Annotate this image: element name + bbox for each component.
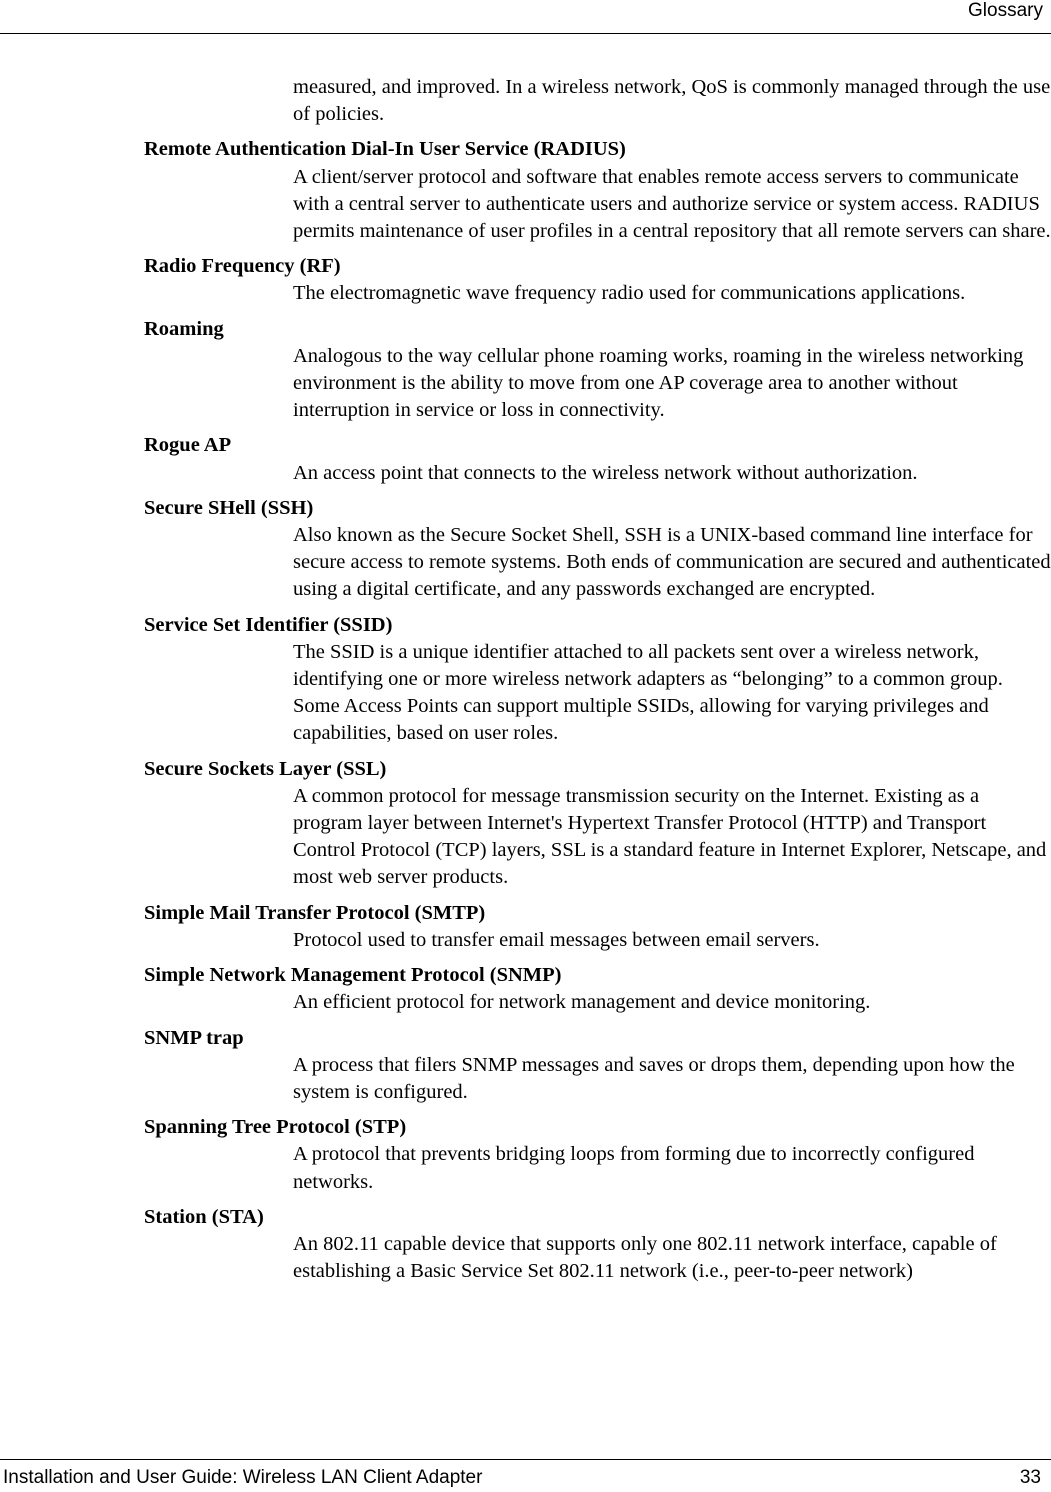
glossary-term: Rogue AP (144, 434, 232, 457)
header-divider (0, 33, 1051, 34)
glossary-entry (0, 316, 1051, 425)
glossary-entry (0, 756, 1051, 892)
glossary-entry (0, 1204, 1051, 1286)
glossary-term: Secure SHell (SSH) (144, 496, 314, 519)
footer-divider (0, 1459, 1051, 1460)
glossary-term: Station (STA) (144, 1205, 264, 1228)
glossary-entry (0, 962, 1051, 1016)
glossary-definition: An efficient protocol for network management and device monitoring. (293, 991, 871, 1014)
glossary-definition: A common protocol for message transmission security on the Internet. Existing as a program layer between Internet's Hypertext Transfer Protocol (HTTP) and Transport Control Protocol (TCP) layers, SSL is a standard feature in Internet Explorer, Netscape, and most web server products. (293, 784, 1047, 889)
glossary-definition: Analogous to the way cellular phone roaming works, roaming in the wireless networking environment is the ability to move from one AP coverage area to another without interruption in service or loss in connectivity. (293, 344, 1024, 422)
glossary-term: Service Set Identifier (SSID) (144, 613, 393, 636)
glossary-term: Roaming (144, 317, 224, 340)
glossary-entry (0, 900, 1051, 954)
glossary-term: Radio Frequency (RF) (144, 255, 341, 278)
glossary-content (0, 74, 1051, 1285)
glossary-definition: A process that filers SNMP messages and saves or drops them, depending upon how the system is configured. (293, 1053, 1015, 1103)
glossary-entry (0, 612, 1051, 748)
glossary-entry (0, 253, 1051, 307)
glossary-term: SNMP trap (144, 1026, 244, 1049)
glossary-term: Simple Mail Transfer Protocol (SMTP) (144, 901, 486, 924)
glossary-definition: The SSID is a unique identifier attached to all packets sent over a wireless network, identifying one or more wireless network adapters as “belonging” to a common group. Some Access Points can support multiple SSIDs, allowing for varying privileges and capabilities, based on user roles. (293, 640, 1003, 745)
glossary-term: Simple Network Management Protocol (SNMP) (144, 964, 562, 987)
glossary-definition: A client/server protocol and software that enables remote access servers to communicate with a central server to authenticate users and authorize service or system access. RADIUS permits maintenance of user profiles in a central repository that all remote servers can share. (293, 165, 1051, 243)
glossary-definition: A protocol that prevents bridging loops from forming due to incorrectly configured networks. (293, 1143, 975, 1193)
glossary-definition: Also known as the Secure Socket Shell, SSH is a UNIX-based command line interface for secure access to remote systems. Both ends of communication are secured and authenticated using a digital certificate, and any passwords exchanged are encrypted. (293, 524, 1051, 601)
glossary-term: Spanning Tree Protocol (STP) (144, 1116, 407, 1139)
glossary-definition: Protocol used to transfer email messages between email servers. (293, 928, 820, 951)
glossary-entry (0, 1114, 1051, 1196)
glossary-definition: An access point that connects to the wireless network without authorization. (293, 461, 918, 484)
glossary-term: Secure Sockets Layer (SSL) (144, 757, 387, 780)
page-number: 33 (1019, 1467, 1041, 1488)
footer-document-title: Installation and User Guide: Wireless LAN Client Adapter (3, 1467, 483, 1488)
glossary-entry (0, 432, 1051, 486)
glossary-entry (0, 1025, 1051, 1107)
glossary-entry (0, 495, 1051, 604)
continued-definition: measured, and improved. In a wireless network, QoS is commonly managed through the use of policies. (293, 76, 1051, 126)
glossary-definition: An 802.11 capable device that supports only one 802.11 network interface, capable of establishing a Basic Service Set 802.11 network (i.e., peer-to-peer network) (293, 1232, 997, 1283)
glossary-entry (0, 136, 1051, 245)
glossary-term: Remote Authentication Dial-In User Service (RADIUS) (144, 138, 626, 161)
page-header-title: Glossary (968, 0, 1043, 21)
glossary-definition: The electromagnetic wave frequency radio used for communications applications. (293, 282, 966, 305)
